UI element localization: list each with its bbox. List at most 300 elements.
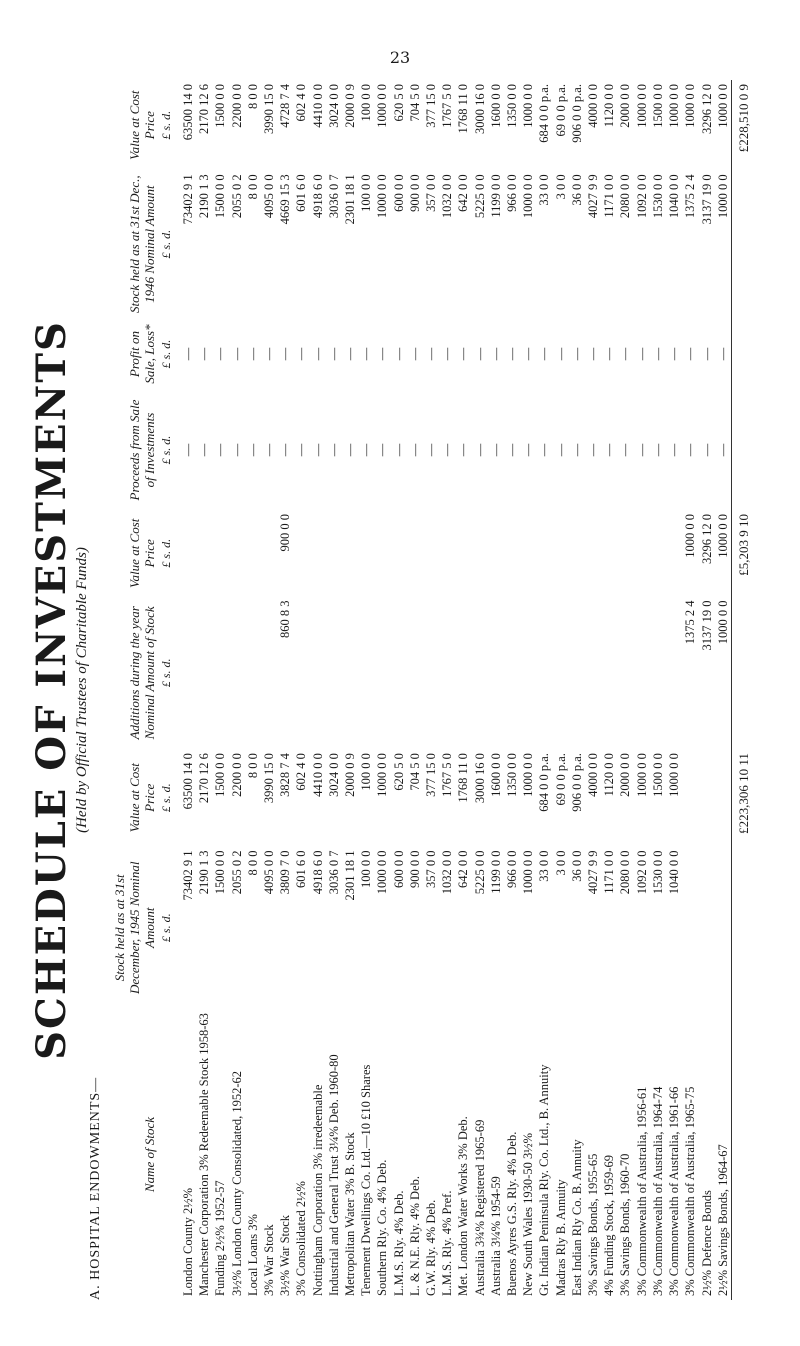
cell-nominal-1945: 1000 0 0 xyxy=(375,850,390,895)
cell-value-1946: 3000 16 0 xyxy=(472,84,487,134)
cell-additions-value xyxy=(488,510,504,597)
cell-proceeds: — xyxy=(278,443,293,457)
table-row xyxy=(374,80,390,1300)
cell-additions-nominal xyxy=(520,597,536,750)
cell-proceeds: — xyxy=(472,443,487,457)
cell-value-1945: 1000 0 0 xyxy=(634,753,649,797)
cell-value-1945: 1500 0 0 xyxy=(213,753,228,797)
table-body xyxy=(180,80,731,1300)
cell-value-1946: 1500 0 0 xyxy=(650,84,665,128)
totals-blank xyxy=(731,597,752,750)
cell-additions-value xyxy=(261,510,277,597)
cell-nominal-1946: 600 0 0 xyxy=(391,174,406,212)
document-title: SCHEDULE OF INVESTMENTS xyxy=(28,320,75,1060)
table-row xyxy=(682,80,698,1300)
cell-additions-nominal xyxy=(536,597,552,750)
col-proceeds: Proceeds from Sale of Investments xyxy=(127,399,157,501)
cell-nominal-1946: 642 0 0 xyxy=(456,174,471,212)
cell-value-1945: 2000 0 0 xyxy=(618,753,633,797)
cell-stock-name: East Indian Rly Co. B. Annuity xyxy=(569,1139,584,1296)
cell-value-1946: 704 5 0 xyxy=(407,84,422,122)
cell-value-1945: 8 0 0 xyxy=(245,753,260,779)
cell-additions-nominal xyxy=(601,597,617,750)
cell-nominal-1946: 2055 0 2 xyxy=(229,174,244,219)
cell-profit-loss: — xyxy=(343,347,358,361)
cell-nominal-1946: 1500 0 0 xyxy=(213,174,228,219)
cell-proceeds: — xyxy=(359,443,374,457)
col-value-1945: Value at Cost Price xyxy=(127,763,157,833)
cell-stock-name: 3% Savings Bonds, 1960-70 xyxy=(618,1153,633,1296)
cell-nominal-1946: 3 0 0 xyxy=(553,174,568,200)
cell-profit-loss: — xyxy=(278,347,293,361)
cell-value-1946: 8 0 0 xyxy=(245,84,260,109)
table-row xyxy=(617,80,633,1300)
cell-value-1946: 1350 0 0 xyxy=(505,84,520,128)
cell-value-1946: 1000 0 0 xyxy=(715,84,730,128)
cell-value-1945: 906 0 0 p.a. xyxy=(569,753,584,812)
cell-nominal-1945 xyxy=(699,846,715,1009)
cell-value-1945: 602 4 0 xyxy=(294,753,309,791)
cell-value-1945: 1000 0 0 xyxy=(667,753,682,797)
cell-nominal-1945: 3036 0 7 xyxy=(326,850,341,895)
cell-stock-name: Madras Rly B. Annuity xyxy=(553,1179,568,1296)
col-additions-value: Value at Cost Price xyxy=(127,518,157,588)
document-subtitle: (Held by Official Trustees of Charitable Funds) xyxy=(74,547,90,833)
cell-nominal-1946: 2190 1 3 xyxy=(197,174,212,219)
cell-additions-nominal: 860 8 3 xyxy=(278,600,293,639)
cell-additions-value xyxy=(229,510,245,597)
cell-value-1946: 1500 0 0 xyxy=(213,84,228,128)
cell-nominal-1946: 1199 0 0 xyxy=(488,174,503,218)
cell-stock-name: Southern Rly. Co. 4% Deb. xyxy=(375,1159,390,1296)
cell-additions-value: 3296 12 0 xyxy=(699,513,714,564)
cell-profit-loss: — xyxy=(553,347,568,361)
cell-value-1945: 3024 0 0 xyxy=(326,753,341,797)
cell-profit-loss: — xyxy=(391,347,406,361)
table-row xyxy=(569,80,585,1300)
cell-nominal-1946: 100 0 0 xyxy=(359,174,374,212)
cell-nominal-1946: 4918 6 0 xyxy=(310,174,325,219)
cell-profit-loss: — xyxy=(488,347,503,361)
col-additions: Additions during the year Nominal Amount of Stock xyxy=(127,606,157,740)
cell-additions-nominal: 3137 19 0 xyxy=(699,600,714,651)
table-row xyxy=(585,80,601,1300)
cell-nominal-1946: 3137 19 0 xyxy=(699,174,714,225)
cell-value-1945: 620 5 0 xyxy=(391,753,406,791)
table-row xyxy=(180,80,196,1300)
cell-additions-value xyxy=(374,510,390,597)
cell-value-1946: 100 0 0 xyxy=(359,84,374,122)
total-value-1946: £228,510 0 9 xyxy=(731,80,752,170)
cell-additions-value xyxy=(504,510,520,597)
table-row xyxy=(229,80,245,1300)
cell-profit-loss: — xyxy=(245,347,260,361)
col-held-1945: Stock held as at 31st December, 1945 Nominal Amount xyxy=(112,861,157,995)
cell-stock-name: 3% Commonwealth of Australia, 1965-75 xyxy=(683,1086,698,1296)
cell-proceeds: — xyxy=(310,443,325,457)
cell-value-1946: 4000 0 0 xyxy=(586,84,601,128)
cell-additions-nominal xyxy=(261,597,277,750)
cell-nominal-1946: 1040 0 0 xyxy=(667,174,682,219)
cell-nominal-1946: 1171 0 0 xyxy=(602,174,617,218)
units-label: £ s. d. xyxy=(159,435,173,465)
cell-stock-name: G.W. Rly. 4% Deb. xyxy=(424,1199,439,1296)
cell-stock-name: 3% War Stock xyxy=(262,1224,277,1296)
cell-value-1946: 3024 0 0 xyxy=(326,84,341,128)
cell-additions-nominal xyxy=(293,597,309,750)
cell-additions-value xyxy=(245,510,261,597)
cell-value-1945: 100 0 0 xyxy=(359,753,374,791)
cell-nominal-1945: 601 6 0 xyxy=(294,850,309,888)
cell-stock-name: Met. London Water Works 3% Deb. xyxy=(456,1116,471,1296)
cell-profit-loss: — xyxy=(634,347,649,361)
cell-proceeds: — xyxy=(391,443,406,457)
cell-proceeds: — xyxy=(488,443,503,457)
cell-profit-loss: — xyxy=(505,347,520,361)
cell-value-1945: 1600 0 0 xyxy=(488,753,503,797)
units-label: £ s. d. xyxy=(159,538,173,568)
cell-value-1945: 3828 7 4 xyxy=(278,753,293,797)
cell-nominal-1946: 2301 18 1 xyxy=(343,174,358,225)
cell-nominal-1946: 966 0 0 xyxy=(505,174,520,212)
cell-value-1945: 2170 12 6 xyxy=(197,753,212,804)
col-held-1946: Stock held as at 31st Dec., 1946 Nominal Amount xyxy=(127,175,157,313)
cell-additions-value xyxy=(585,510,601,597)
cell-proceeds: — xyxy=(699,443,714,457)
table-row xyxy=(601,80,617,1300)
units-label: £ s. d. xyxy=(159,913,173,943)
cell-value-1945: 377 15 0 xyxy=(424,753,439,797)
table-row xyxy=(504,80,520,1300)
cell-profit-loss: — xyxy=(456,347,471,361)
cell-stock-name: London County 2½% xyxy=(181,1188,195,1296)
cell-proceeds: — xyxy=(537,443,552,457)
units-blank xyxy=(159,1009,180,1300)
cell-additions-value xyxy=(180,510,196,597)
cell-nominal-1945: 2190 1 3 xyxy=(197,850,212,895)
cell-proceeds: — xyxy=(245,443,260,457)
cell-stock-name: Tenement Dwellings Co. Ltd.—10 £10 Shares xyxy=(359,1064,374,1296)
cell-nominal-1945: 5225 0 0 xyxy=(472,850,487,895)
units-label: £ s. d. xyxy=(159,783,173,813)
cell-additions-nominal xyxy=(504,597,520,750)
cell-additions-value xyxy=(617,510,633,597)
units-label: £ s. d. xyxy=(159,110,173,140)
table-row xyxy=(196,80,212,1300)
cell-profit-loss: — xyxy=(359,347,374,361)
table-row xyxy=(472,80,488,1300)
cell-nominal-1945: 2301 18 1 xyxy=(343,850,358,901)
cell-additions-value xyxy=(553,510,569,597)
cell-additions-value xyxy=(310,510,326,597)
cell-value-1945: 1000 0 0 xyxy=(375,753,390,797)
cell-profit-loss: — xyxy=(602,347,617,361)
cell-value-1946: 1000 0 0 xyxy=(521,84,536,128)
cell-nominal-1945: 1530 0 0 xyxy=(650,850,665,895)
table-row xyxy=(666,80,682,1300)
cell-value-1946: 377 15 0 xyxy=(424,84,439,128)
cell-additions-nominal xyxy=(569,597,585,750)
cell-value-1945: 1768 11 0 xyxy=(456,753,471,803)
cell-additions-nominal xyxy=(488,597,504,750)
cell-additions-nominal xyxy=(617,597,633,750)
cell-nominal-1945: 1040 0 0 xyxy=(667,850,682,895)
cell-nominal-1945: 33 0 0 xyxy=(537,850,552,882)
cell-value-1945: 684 0 0 p.a. xyxy=(537,753,552,812)
cell-value-1945: 2200 0 0 xyxy=(229,753,244,797)
cell-additions-nominal xyxy=(407,597,423,750)
cell-nominal-1946: 357 0 0 xyxy=(424,174,439,212)
cell-additions-value xyxy=(634,510,650,597)
cell-stock-name: Australia 3¼% 1954-59 xyxy=(488,1176,503,1296)
cell-additions-nominal xyxy=(423,597,439,750)
cell-additions-nominal xyxy=(634,597,650,750)
cell-stock-name: Funding 2½% 1952-57 xyxy=(213,1180,228,1296)
cell-value-1946: 63500 14 0 xyxy=(181,84,195,141)
cell-profit-loss: — xyxy=(699,347,714,361)
cell-stock-name: 3% Savings Bonds, 1955-65 xyxy=(586,1153,601,1296)
cell-value-1946: 620 5 0 xyxy=(391,84,406,122)
table-row xyxy=(650,80,666,1300)
table-row xyxy=(699,80,715,1300)
cell-additions-value xyxy=(666,510,682,597)
cell-profit-loss: — xyxy=(262,347,277,361)
table-row xyxy=(391,80,407,1300)
table-row xyxy=(310,80,326,1300)
cell-nominal-1945 xyxy=(715,846,732,1009)
cell-proceeds: — xyxy=(569,443,584,457)
cell-nominal-1945: 3 0 0 xyxy=(553,850,568,876)
cell-stock-name: L. & N.E. Rly. 4% Deb. xyxy=(407,1175,422,1296)
units-label: £ s. d. xyxy=(159,339,173,369)
cell-additions-nominal xyxy=(585,597,601,750)
cell-additions-nominal xyxy=(326,597,342,750)
cell-value-1946: 906 0 0 p.a. xyxy=(569,84,584,143)
cell-proceeds: — xyxy=(667,443,682,457)
cell-value-1945 xyxy=(682,749,698,846)
cell-value-1945: 1500 0 0 xyxy=(650,753,665,797)
cell-value-1946: 1000 0 0 xyxy=(667,84,682,128)
cell-value-1946: 2000 0 0 xyxy=(618,84,633,128)
table-row xyxy=(245,80,261,1300)
cell-nominal-1945: 4095 0 0 xyxy=(262,850,277,895)
cell-value-1945 xyxy=(715,749,732,846)
cell-value-1945: 4000 0 0 xyxy=(586,753,601,797)
cell-additions-nominal xyxy=(666,597,682,750)
cell-value-1945: 69 0 0 p.a. xyxy=(553,753,568,806)
col-value-1946: Value at Cost Price xyxy=(127,90,157,160)
cell-nominal-1945: 73402 9 1 xyxy=(181,850,195,901)
cell-additions-value xyxy=(358,510,374,597)
cell-additions-value: 1000 0 0 xyxy=(715,513,730,558)
table-row xyxy=(536,80,552,1300)
cell-nominal-1945: 3809 7 0 xyxy=(278,850,293,895)
cell-value-1945: 63500 14 0 xyxy=(181,753,195,810)
cell-profit-loss: — xyxy=(440,347,455,361)
cell-stock-name: Metropolitan Water 3% B. Stock xyxy=(343,1132,358,1296)
cell-proceeds: — xyxy=(229,443,244,457)
cell-value-1946: 3296 12 0 xyxy=(699,84,714,134)
cell-value-1946: 1120 0 0 xyxy=(602,84,617,128)
cell-additions-value xyxy=(601,510,617,597)
page-number: 23 xyxy=(389,48,411,67)
cell-additions-value xyxy=(439,510,455,597)
cell-additions-nominal xyxy=(358,597,374,750)
cell-value-1946: 684 0 0 p.a. xyxy=(537,84,552,143)
cell-proceeds: — xyxy=(440,443,455,457)
cell-stock-name: 3½% War Stock xyxy=(278,1214,293,1296)
cell-profit-loss: — xyxy=(537,347,552,361)
cell-profit-loss: — xyxy=(618,347,633,361)
cell-value-1945: 2000 0 9 xyxy=(343,753,358,797)
cell-stock-name: 4% Funding Stock, 1959-69 xyxy=(602,1155,617,1296)
totals-blank xyxy=(731,1009,752,1300)
cell-additions-nominal xyxy=(196,597,212,750)
cell-proceeds: — xyxy=(197,443,212,457)
cell-nominal-1946: 4027 9 9 xyxy=(586,174,601,219)
cell-profit-loss: — xyxy=(569,347,584,361)
cell-proceeds: — xyxy=(521,443,536,457)
cell-nominal-1946: 1000 0 0 xyxy=(521,174,536,219)
table-row xyxy=(634,80,650,1300)
cell-proceeds: — xyxy=(618,443,633,457)
cell-nominal-1946: 3036 0 7 xyxy=(326,174,341,219)
table-row xyxy=(293,80,309,1300)
cell-stock-name: L.M.S. Rly. 4% Pref. xyxy=(440,1190,455,1296)
investment-table xyxy=(110,80,752,1300)
cell-proceeds: — xyxy=(634,443,649,457)
cell-nominal-1946: 33 0 0 xyxy=(537,174,552,206)
cell-stock-name: 2½% Savings Bonds, 1964-67 xyxy=(715,1144,730,1296)
cell-nominal-1946: 1092 0 0 xyxy=(634,174,649,219)
cell-additions-nominal xyxy=(391,597,407,750)
cell-additions-nominal xyxy=(472,597,488,750)
cell-additions-value xyxy=(212,510,228,597)
cell-nominal-1946: 900 0 0 xyxy=(407,174,422,212)
cell-nominal-1945: 1092 0 0 xyxy=(634,850,649,895)
cell-proceeds: — xyxy=(213,443,228,457)
cell-additions-value xyxy=(455,510,471,597)
cell-additions-value xyxy=(650,510,666,597)
cell-additions-value xyxy=(472,510,488,597)
cell-stock-name: L.M.S. Rly. 4% Deb. xyxy=(391,1190,406,1296)
cell-additions-value xyxy=(293,510,309,597)
cell-proceeds: — xyxy=(586,443,601,457)
cell-profit-loss: — xyxy=(229,347,244,361)
cell-nominal-1946: 8 0 0 xyxy=(245,174,260,200)
cell-profit-loss: — xyxy=(650,347,665,361)
table-row xyxy=(488,80,504,1300)
cell-value-1945: 1767 5 0 xyxy=(440,753,455,797)
cell-value-1945: 704 5 0 xyxy=(407,753,422,791)
cell-value-1946: 1600 0 0 xyxy=(488,84,503,128)
cell-value-1945: 1350 0 0 xyxy=(505,753,520,797)
cell-profit-loss: — xyxy=(294,347,309,361)
cell-profit-loss: — xyxy=(521,347,536,361)
units-label: £ s. d. xyxy=(159,658,173,688)
cell-stock-name: Industrial and General Trust 3¼% Deb. 1960-80 xyxy=(326,1054,341,1296)
cell-proceeds: — xyxy=(715,443,730,457)
cell-value-1945: 3990 15 0 xyxy=(262,753,277,804)
table-row xyxy=(326,80,342,1300)
section-heading xyxy=(88,1077,104,1300)
cell-nominal-1946: 5225 0 0 xyxy=(472,174,487,219)
cell-proceeds: — xyxy=(407,443,422,457)
cell-nominal-1945: 966 0 0 xyxy=(505,850,520,888)
cell-nominal-1945: 357 0 0 xyxy=(424,850,439,888)
cell-proceeds: — xyxy=(602,443,617,457)
cell-nominal-1945: 36 0 0 xyxy=(569,850,584,882)
cell-stock-name: Buenos Ayres G.S. Rly. 4% Deb. xyxy=(505,1131,520,1296)
cell-nominal-1945: 1032 0 0 xyxy=(440,850,455,895)
cell-proceeds: — xyxy=(553,443,568,457)
cell-additions-value xyxy=(326,510,342,597)
table-row xyxy=(520,80,536,1300)
cell-additions-value xyxy=(423,510,439,597)
cell-value-1945: 4410 0 0 xyxy=(310,753,325,797)
cell-additions-value xyxy=(569,510,585,597)
cell-profit-loss: — xyxy=(375,347,390,361)
cell-nominal-1946: 1530 0 0 xyxy=(650,174,665,219)
cell-value-1946: 1000 0 0 xyxy=(634,84,649,128)
cell-additions-nominal xyxy=(180,597,196,750)
cell-value-1946: 1767 5 0 xyxy=(440,84,455,128)
totals-blank xyxy=(731,318,752,390)
cell-additions-nominal xyxy=(553,597,569,750)
cell-value-1946: 2170 12 6 xyxy=(197,84,212,134)
cell-nominal-1945: 1000 0 0 xyxy=(521,850,536,895)
cell-proceeds: — xyxy=(424,443,439,457)
cell-additions-nominal xyxy=(455,597,471,750)
cell-nominal-1946: 2080 0 0 xyxy=(618,174,633,219)
cell-proceeds: — xyxy=(343,443,358,457)
cell-additions-nominal xyxy=(374,597,390,750)
cell-proceeds: — xyxy=(456,443,471,457)
table-row xyxy=(455,80,471,1300)
cell-additions-nominal xyxy=(439,597,455,750)
cell-value-1946: 1000 0 0 xyxy=(375,84,390,128)
table-row xyxy=(407,80,423,1300)
cell-nominal-1946: 1000 0 0 xyxy=(715,174,730,219)
cell-additions-value xyxy=(391,510,407,597)
cell-profit-loss: — xyxy=(424,347,439,361)
cell-value-1946: 1768 11 0 xyxy=(456,84,471,134)
cell-value-1946: 602 4 0 xyxy=(294,84,309,122)
table-row xyxy=(277,80,293,1300)
cell-profit-loss: — xyxy=(181,347,195,361)
cell-nominal-1945: 1199 0 0 xyxy=(488,850,503,894)
totals-blank xyxy=(731,170,752,318)
table-row xyxy=(342,80,358,1300)
table-row xyxy=(553,80,569,1300)
cell-nominal-1945: 8 0 0 xyxy=(245,850,260,876)
cell-value-1946: 69 0 0 p.a. xyxy=(553,84,568,137)
total-additions-value: £5,203 9 10 xyxy=(731,510,752,597)
table-row xyxy=(715,80,732,1300)
cell-proceeds: — xyxy=(326,443,341,457)
cell-profit-loss: — xyxy=(472,347,487,361)
cell-nominal-1945: 4918 6 0 xyxy=(310,850,325,895)
cell-stock-name: Manchester Corporation 3% Redeemable Stock 1958-63 xyxy=(197,1013,212,1296)
cell-additions-nominal xyxy=(342,597,358,750)
cell-profit-loss: — xyxy=(586,347,601,361)
col-name: Name of Stock xyxy=(142,1117,157,1193)
cell-nominal-1945: 900 0 0 xyxy=(407,850,422,888)
cell-nominal-1946: 1000 0 0 xyxy=(375,174,390,219)
cell-stock-name: 2½% Defence Bonds xyxy=(699,1190,714,1296)
cell-profit-loss: — xyxy=(197,347,212,361)
cell-stock-name: Australia 3¾% Registered 1965-69 xyxy=(472,1119,487,1296)
